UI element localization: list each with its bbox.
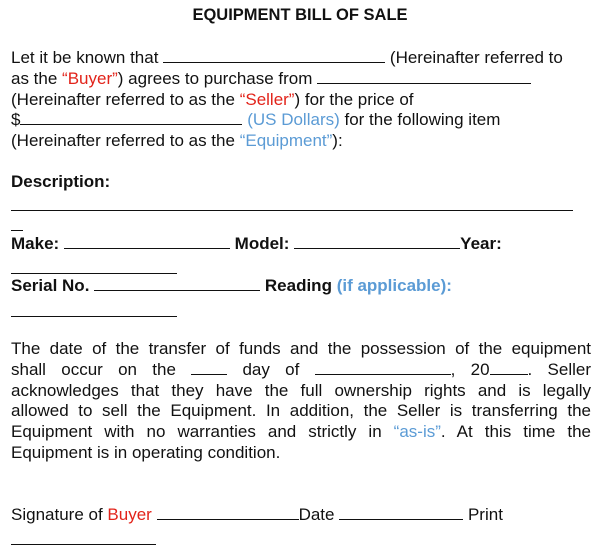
- price-blank[interactable]: [20, 124, 242, 125]
- signature-row: [11, 505, 503, 525]
- transfer-text: . At this time the: [440, 422, 591, 442]
- intro-text: ) for the price of: [294, 89, 414, 109]
- intro-text: for the following item: [344, 110, 501, 130]
- intro-line-2: [11, 69, 591, 90]
- transfer-line-6: Equipment is in operating condition.: [11, 442, 281, 462]
- transfer-line-4: allowed to sell the Equipment. In addition, the Seller is transferring the: [11, 401, 591, 421]
- transfer-text: shall occur on the: [11, 359, 176, 379]
- signature-buyer-term: Buyer: [107, 505, 152, 524]
- transfer-line-3: acknowledges that they have the full ownership rights and is legally: [11, 380, 591, 400]
- if-applicable-term: (if applicable):: [336, 276, 452, 295]
- intro-text: ):: [332, 131, 343, 151]
- transfer-text: Equipment with no warranties and strictly in: [11, 422, 382, 442]
- transfer-line-5: [11, 422, 591, 443]
- model-label: Model:: [234, 234, 290, 253]
- intro-text: (Hereinafter referred to as the: [11, 89, 235, 109]
- make-blank[interactable]: [64, 248, 230, 249]
- buyer-signature-blank[interactable]: [157, 519, 299, 520]
- serial-blank[interactable]: [94, 290, 260, 291]
- print-label: Print: [467, 505, 503, 524]
- model-blank[interactable]: [294, 248, 460, 249]
- serial-reading-row: [11, 276, 452, 296]
- seller-name-blank[interactable]: [317, 83, 531, 84]
- description-line[interactable]: [11, 210, 573, 211]
- date-blank[interactable]: [339, 519, 463, 520]
- make-model-year-row: [11, 234, 502, 254]
- reading-label: Reading: [264, 276, 332, 295]
- year-blank[interactable]: [11, 273, 177, 274]
- buyer-name-blank[interactable]: [163, 62, 385, 63]
- seller-term: “Seller”: [239, 89, 295, 109]
- intro-paragraph: [11, 48, 591, 152]
- intro-line-4: [11, 110, 591, 131]
- transfer-text: . Seller: [527, 359, 591, 379]
- buyer-term: “Buyer”: [62, 68, 118, 88]
- transfer-line-1: The date of the transfer of funds and the possession of the equipment: [11, 339, 591, 358]
- month-blank[interactable]: [315, 374, 451, 375]
- year-label: Year:: [460, 234, 502, 253]
- date-label: Date: [298, 505, 335, 524]
- as-is-term: “as-is”: [393, 422, 441, 442]
- reading-blank[interactable]: [11, 316, 177, 317]
- dollar-sign: $: [11, 110, 21, 130]
- us-dollars-term: (US Dollars): [247, 110, 340, 130]
- intro-text: (Hereinafter referred to as the: [11, 131, 235, 151]
- intro-line-3: [11, 90, 591, 111]
- day-blank[interactable]: [191, 374, 227, 375]
- document-title: EQUIPMENT BILL OF SALE: [192, 6, 408, 24]
- print-name-blank[interactable]: [11, 544, 156, 545]
- intro-line-1: [11, 48, 591, 69]
- year-suffix-blank[interactable]: [490, 374, 528, 375]
- intro-line-5: [11, 131, 591, 152]
- equipment-term: “Equipment”: [239, 131, 333, 151]
- transfer-text: day of: [242, 359, 300, 379]
- transfer-text: , 20: [450, 359, 490, 379]
- transfer-line-2: [11, 360, 591, 381]
- intro-text: Let it be known that: [11, 48, 159, 67]
- serial-label: Serial No.: [11, 276, 90, 295]
- intro-text: as the: [11, 68, 58, 88]
- description-label: Description:: [11, 172, 111, 191]
- signature-label: Signature of: [11, 505, 103, 524]
- make-label: Make:: [11, 234, 60, 253]
- description-line-stub: [11, 230, 23, 231]
- transfer-paragraph: [11, 339, 591, 464]
- intro-text: (Hereinafter referred to: [389, 48, 563, 67]
- intro-text: ) agrees to purchase from: [117, 68, 313, 88]
